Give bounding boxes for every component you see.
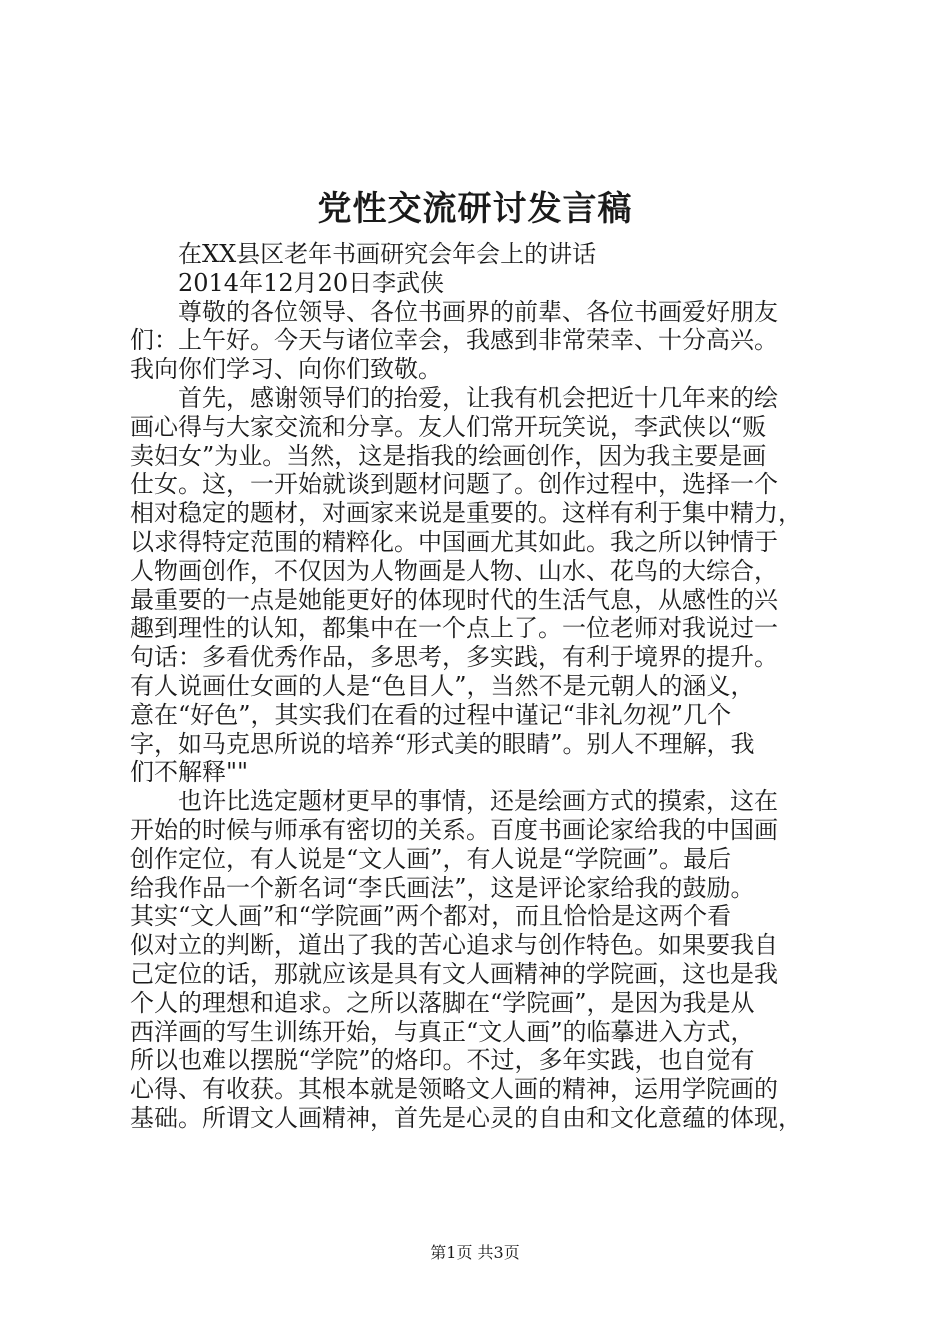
text-line: 相对稳定的题材，对画家来说是重要的。这样有利于集中精力， (130, 499, 802, 528)
text-line: 首先，感谢领导们的抬爱，让我有机会把近十几年来的绘 (178, 383, 778, 412)
text-line: 字，如马克思所说的培养“形式美的眼睛”。别人不理解，我 (130, 729, 755, 758)
text-line: 们：上午好。今天与诸位幸会，我感到非常荣幸、十分高兴。 (130, 326, 778, 355)
paragraph-lines (130, 298, 830, 1133)
text-line: 有人说画仕女画的人是“色目人”，当然不是元朝人的涵义， (130, 671, 755, 700)
text-line: 心得、有收获。其根本就是领略文人画的精神，运用学院画的 (130, 1075, 778, 1104)
text-line: 给我作品一个新名词“李氏画法”，这是评论家给我的鼓励。 (130, 873, 755, 902)
text-line: 西洋画的写生训练开始，与真正“文人画”的临摹进入方式， (130, 1017, 755, 1046)
text-line: 创作定位，有人说是“文人画”，有人说是“学院画”。最后 (130, 844, 732, 873)
text-line: 们不解释"" (130, 758, 249, 787)
text-line: 最重要的一点是她能更好的体现时代的生活气息，从感性的兴 (130, 585, 778, 614)
text-line: 也许比选定题材更早的事情，还是绘画方式的摸索，这在 (178, 787, 778, 816)
text-line: 以求得特定范围的精粹化。中国画尤其如此。我之所以钟情于 (130, 527, 778, 556)
text-line: 趣到理性的认知，都集中在一个点上了。一位老师对我说过一 (130, 614, 778, 643)
text-line: 人物画创作，不仅因为人物画是人物、山水、花鸟的大综合， (130, 556, 778, 585)
text-line: 其实“文人画”和“学院画”两个都对，而且恰恰是这两个看 (130, 902, 732, 931)
date-author-line: 2014年12月20日李武侠 (178, 268, 445, 297)
text-line: 画心得与大家交流和分享。友人们常开玩笑说，李武侠以“贩 (130, 412, 767, 441)
text-line: 个人的理想和追求。之所以落脚在“学院画”，是因为我是从 (130, 988, 755, 1017)
text-line: 所以也难以摆脱“学院”的烙印。不过，多年实践，也自觉有 (130, 1046, 755, 1075)
subtitle-line: 在XX县区老年书画研究会年会上的讲话 (178, 240, 597, 268)
text-line: 开始的时候与师承有密切的关系。百度书画论家给我的中国画 (130, 815, 778, 844)
document-title: 党性交流研讨发言稿 (317, 189, 633, 229)
page-footer: 第1页 共3页 (430, 1243, 520, 1262)
document-body (130, 240, 830, 1133)
text-line: 己定位的话，那就应该是具有文人画精神的学院画，这也是我 (130, 959, 778, 988)
text-line: 仕女。这，一开始就谈到题材问题了。创作过程中，选择一个 (130, 470, 778, 499)
text-line: 卖妇女”为业。当然，这是指我的绘画创作，因为我主要是画 (130, 441, 767, 470)
text-line: 句话：多看优秀作品，多思考，多实践，有利于境界的提升。 (130, 643, 778, 672)
text-line: 意在“好色”，其实我们在看的过程中谨记“非礼勿视”几个 (130, 700, 732, 729)
text-line: 基础。所谓文人画精神，首先是心灵的自由和文化意蕴的体现， (130, 1103, 802, 1132)
text-line: 尊敬的各位领导、各位书画界的前辈、各位书画爱好朋友 (178, 297, 778, 326)
text-line: 我向你们学习、向你们致敬。 (130, 355, 442, 384)
text-line: 似对立的判断，道出了我的苦心追求与创作特色。如果要我自 (130, 931, 778, 960)
